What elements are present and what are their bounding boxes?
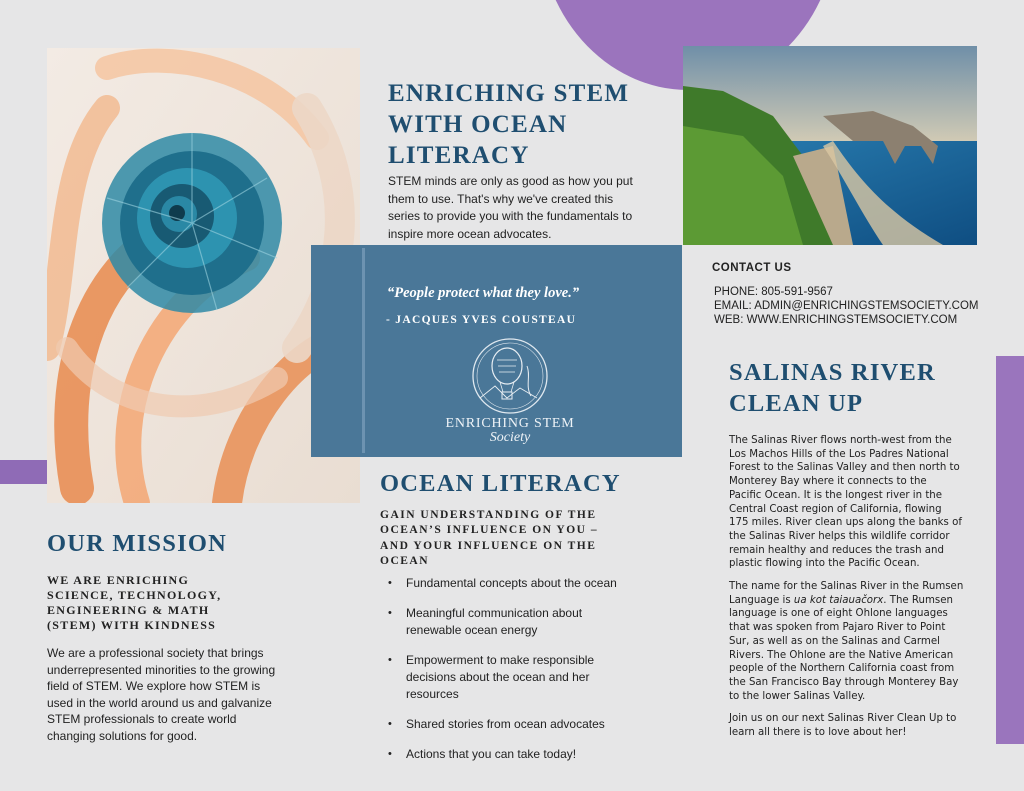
list-item-line: • Meaningful communication about [406,606,583,620]
mission-body-line: We are a professional society that brings [47,646,264,660]
salinas-p2-line: The name for the Salinas River in the Rumsen [729,581,964,592]
salinas-p2-line: Rivers. The Ohlone are the Native American [729,649,954,661]
salinas-p1-line: Los Machos Hills of the Los Padres National [729,448,949,460]
mission-subheading [47,573,297,633]
coast-landscape-photo [683,46,977,245]
salinas-p2-line: people of the Northern California coast from [729,663,955,675]
salinas-paragraph-2 [729,580,991,703]
ocean-literacy-subheading [380,508,645,569]
mission-body-line: changing solutions for good. [47,728,198,743]
ocean-literacy-subheading-line: OCEAN [380,554,430,567]
intro-line: STEM minds are only as good as how you put [388,174,633,188]
salinas-p1-line: 175 miles. River clean ups along the banks of [729,517,962,529]
list-item-line: • Fundamental concepts about the ocean [406,576,617,590]
salinas-p1-line: The Salinas River flows north-west from the [729,435,952,446]
salinas-p2-line: Sur, as well as on the Salinas and Carmel [729,635,940,647]
salinas-heading-line: SALINAS RIVER [729,359,936,386]
contact-email[interactable]: EMAIL: ADMIN@ENRICHINGSTEMSOCIETY.COM [714,300,979,312]
list-item [382,652,652,703]
list-item-line: • Shared stories from ocean advocates [406,717,605,731]
logo-society: Society [489,430,531,445]
ocean-literacy-subheading-line: GAIN UNDERSTANDING OF THE [380,509,597,521]
list-item [382,716,652,733]
mission-subheading-line: SCIENCE, TECHNOLOGY, [47,588,222,602]
balloon-logo-icon [465,336,555,416]
salinas-p2-line: the San Francisco Bay through Monterey Bay [729,676,959,688]
logo-name: ENRICHING STEM [445,416,575,431]
ocean-literacy-subheading-line: AND YOUR INFLUENCE ON THE [380,539,597,552]
list-item-line: decisions about the ocean and her [406,670,590,684]
salinas-paragraph-3 [729,712,991,739]
quote-text: “People protect what they love.” [387,285,580,301]
salinas-p1-line: Forest to the Salinas Valley and then north to [729,462,960,474]
salinas-paragraph-1 [729,434,991,571]
salinas-p3-line: learn all there is to love about her! [729,726,907,738]
page-title [388,78,678,171]
mission-body-line: underrepresented minorities to the growing [47,662,276,677]
list-item-line: renewable ocean energy [406,623,538,637]
decorative-purple-bar-right [996,356,1024,744]
salinas-p2-line: to the lower Salinas Valley. [729,690,866,702]
salinas-p2-line: language is one of eight Ohlone languages [729,608,948,620]
contact-details [714,285,979,327]
list-item [382,575,652,592]
rumsen-river-name: ua kot taiauačorx [793,594,884,606]
quote-divider [362,248,365,453]
salinas-p3-line: Join us on our next Salinas River Clean Up to [729,713,957,724]
contact-phone[interactable]: PHONE: 805-591-9567 [714,286,833,298]
intro-line: them to use. That's why we've created this [388,191,614,206]
list-item-line: • Actions that you can take today! [406,747,577,761]
mission-heading: OUR MISSION [47,530,227,557]
contact-heading: CONTACT US [712,262,792,274]
salinas-p2-text: Language is [729,594,794,606]
mission-body-line: field of STEM. We explore how STEM is [47,679,261,694]
quote-author: - JACQUES YVES COUSTEAU [386,314,577,326]
list-item-line: • Empowerment to make responsible [406,653,595,667]
mission-subheading-line: (STEM) WITH KINDNESS [47,618,217,632]
salinas-p1-line: remain healthy and reduces the trash and [729,544,944,556]
salinas-p2-text: . The Rumsen [883,594,953,606]
page-title-line: ENRICHING STEM [388,80,630,107]
salinas-p1-line: Central Coast region of California, flowing [729,503,942,515]
list-item-line: resources [406,687,459,701]
mission-subheading-line: ENGINEERING & MATH [47,603,210,617]
salinas-p1-line: Monterey Bay where it connects to the [729,476,927,488]
mission-body-line: used in the world around us and galvanize [47,695,272,710]
intro-line: series to provide you with the fundamentals to [388,209,633,223]
contact-web[interactable]: WEB: WWW.ENRICHINGSTEMSOCIETY.COM [714,314,958,326]
ocean-literacy-heading: OCEAN LITERACY [380,470,621,497]
intro-line: inspire more ocean advocates. [388,226,552,241]
header-section [388,78,678,171]
ocean-literacy-subheading-line: OCEAN’S INFLUENCE ON YOU – [380,524,599,537]
list-item [382,746,652,763]
page-title-line: LITERACY [388,142,530,169]
salinas-p2-line: that was spoken from Pajaro River to Point [729,622,946,634]
mission-body [47,645,307,745]
salinas-p1-line: Pacific Ocean. It is the longest river in the [729,489,943,501]
intro-text [388,173,658,243]
salinas-p2-line [729,594,991,608]
page-title-line: WITH OCEAN [388,111,568,138]
mission-subheading-line: WE ARE ENRICHING [47,573,190,587]
salinas-p1-line: plastic flowing into the Pacific Ocean. [729,558,920,570]
mission-body-line: STEM professionals to create world [47,712,237,727]
ocean-literacy-list [382,575,652,763]
salinas-heading [729,357,936,419]
salinas-p1-line: the Salinas River helps this wildlife corridor [729,530,950,542]
salinas-heading-line: CLEAN UP [729,390,864,417]
list-item [382,605,652,639]
